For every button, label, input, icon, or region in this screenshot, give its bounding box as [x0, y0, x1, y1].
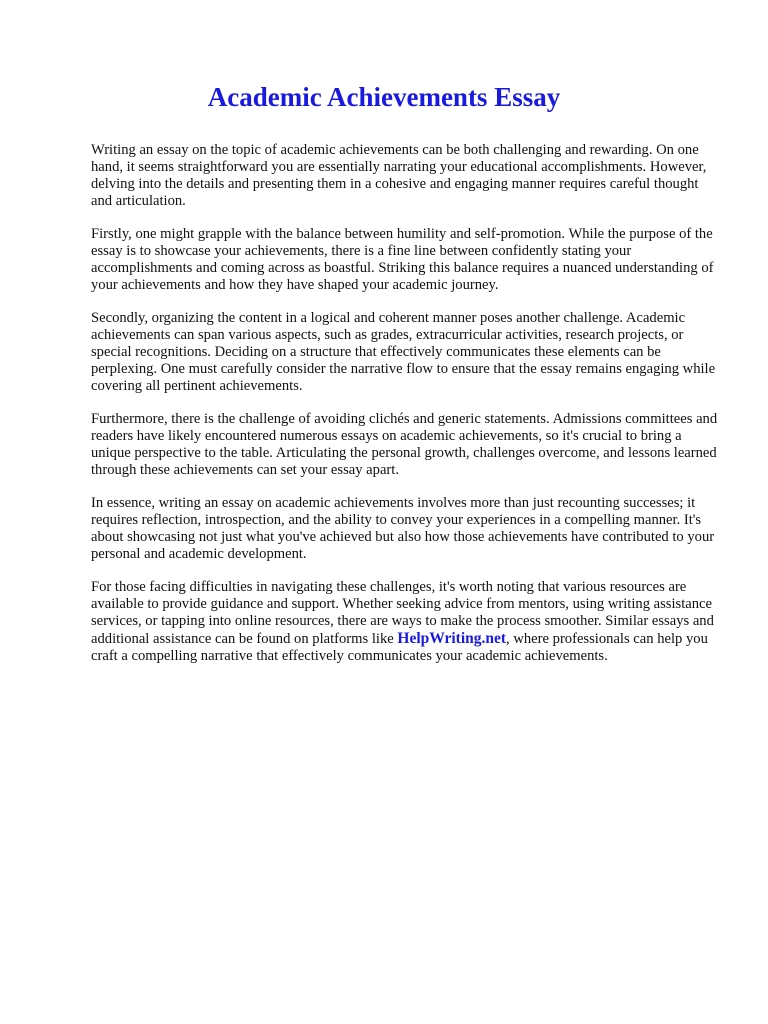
paragraph-resources — [91, 579, 718, 665]
helpwriting-link[interactable]: HelpWriting.net — [397, 630, 507, 647]
paragraph-furthermore: Furthermore, there is the challenge of avoiding clichés and generic statements. Admissions committees and readers have likely encountered numerous essays on academic achievements, so it's crucial to bring a unique perspective to the table. Articulating the personal growth, challenges overcome, and lessons learned through these achievements can set your essay apart. — [91, 411, 718, 478]
paragraph-intro: Writing an essay on the topic of academic achievements can be both challenging and rewarding. On one hand, it seems straightforward you are essentially narrating your educational accomplishments. However, delving into the details and presenting them in a cohesive and engaging manner requires careful thought and articulation. — [91, 142, 707, 209]
paragraph-in-essence: In essence, writing an essay on academic achievements involves more than just recounting successes; it requires reflection, introspection, and the ability to convey your experiences in a compelling manner. It's about showcasing not just what you've achieved but also how those achievements have contributed to your personal and academic development. — [91, 495, 715, 562]
paragraph-firstly: Firstly, one might grapple with the balance between humility and self-promotion. While the purpose of the essay is to showcase your achievements, there is a fine line between confidently stating your accomplishments and coming across as boastful. Striking this balance requires a nuanced understanding of your achievements and how they have shaped your academic journey. — [91, 226, 714, 293]
resources-text-before-link: For those facing difficulties in navigating these challenges, it's worth noting that various resources are available to provide guidance and support. Whether seeking advice from mentors, using writing assistance services, or tapping into online resources, there are ways to make the process smoother. Similar essays and additional assistance can be found on platforms like — [91, 579, 714, 647]
page-title: Academic Achievements Essay — [207, 82, 561, 112]
paragraph-secondly: Secondly, organizing the content in a logical and coherent manner poses another challenge. Academic achievements can span various aspects, such as grades, extracurricular activities, research projects, or special recognitions. Deciding on a structure that effectively communicates these elements can be perplexing. One must carefully consider the narrative flow to ensure that the essay remains engaging while covering all pertinent achievements. — [91, 310, 716, 394]
resources-text-after-link: , where professionals can help you craft a compelling narrative that effectively communicates your academic achievements. — [91, 631, 708, 664]
